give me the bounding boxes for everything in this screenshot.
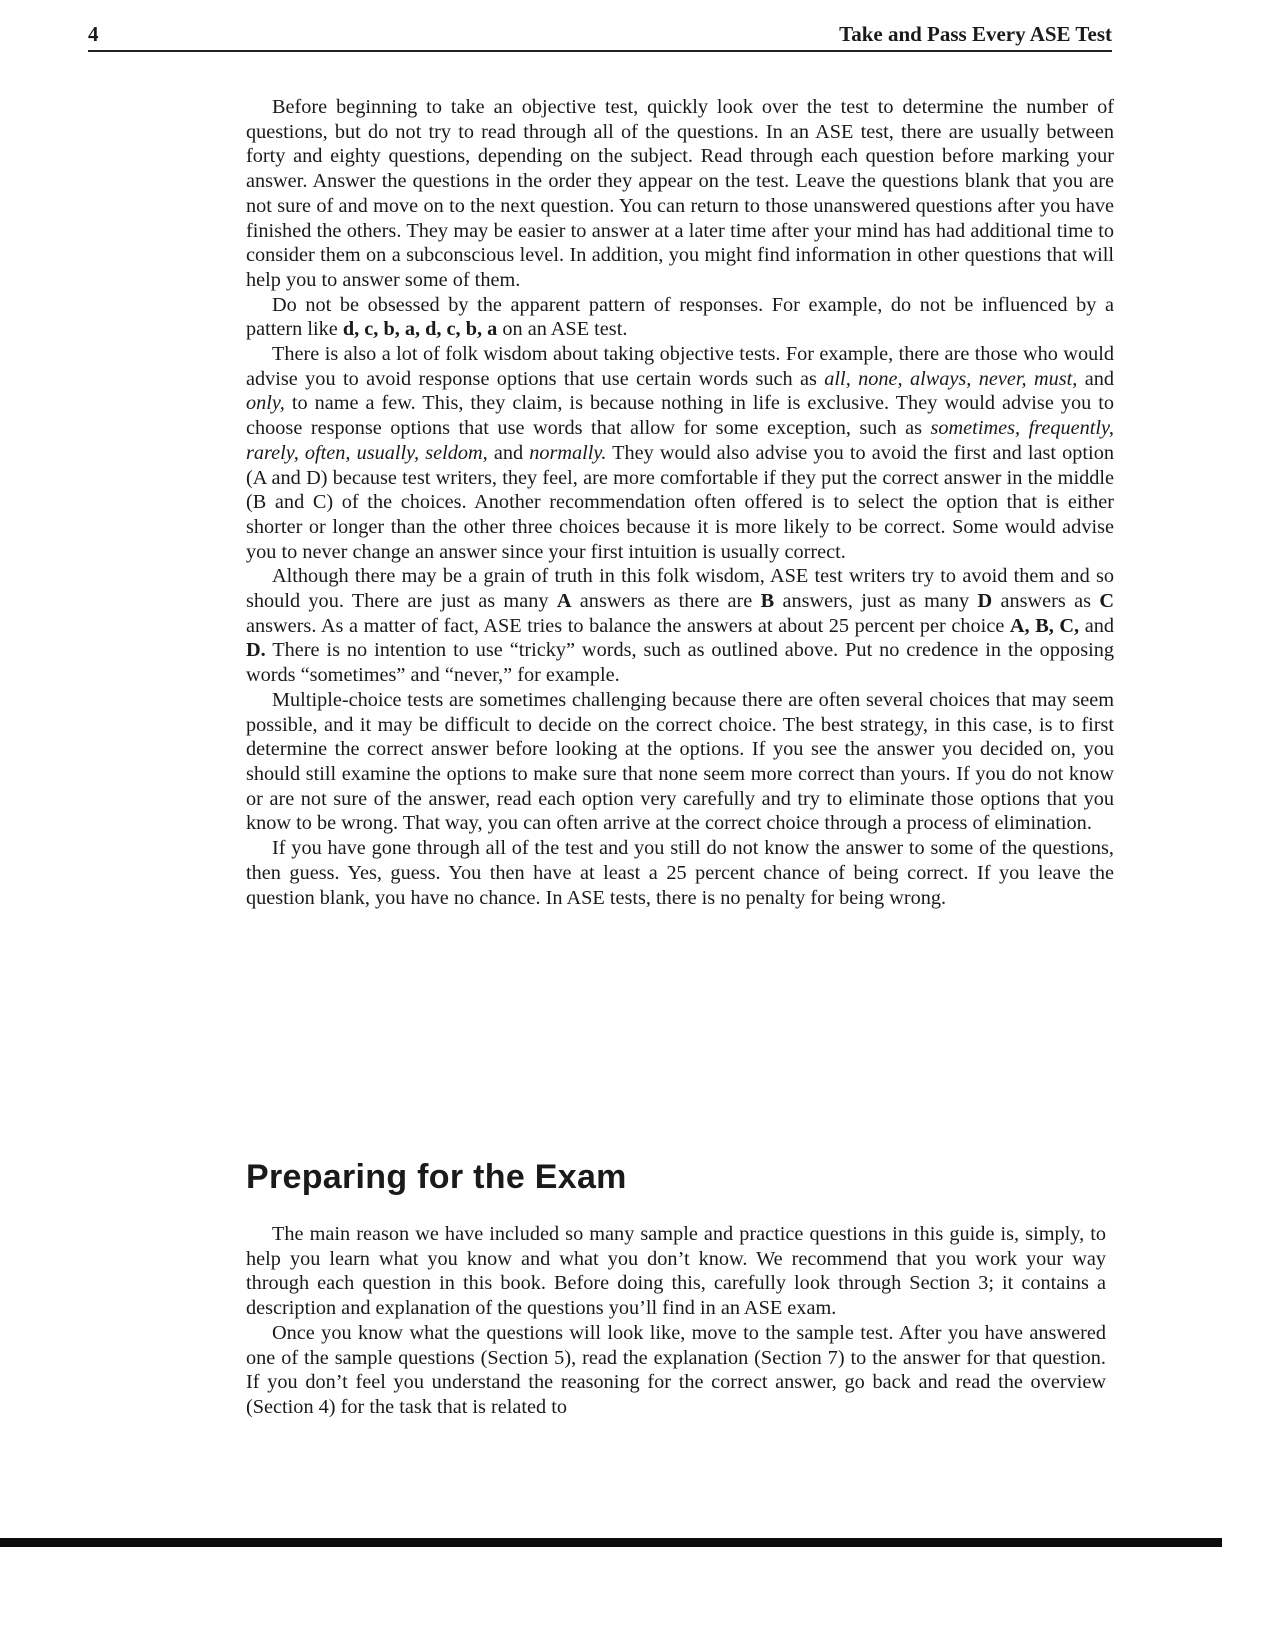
running-header	[88, 20, 1112, 52]
paragraph	[246, 836, 1114, 910]
section-heading: Preparing for the Exam	[246, 1158, 627, 1196]
text-run: Multiple-choice tests are sometimes challenging because there are often several choices that may seem possible, and it may be difficult to decide on the correct choice. The best strategy, in this case, is to first determine the correct answer before looking at the options. If you see the answer you decided on, you should still examine the options to make sure that none seem more correct than yours. If you do not know or are not sure of the answer, read each option very carefully and try to eliminate those options that you know to be wrong. That way, you can often arrive at the correct choice through a process of elimination.	[246, 688, 1114, 835]
paragraph	[246, 564, 1114, 688]
bold-text: A, B, C,	[1009, 614, 1080, 637]
italic-text: sometimes, frequently, rarely, often, usually, seldom,	[246, 417, 1114, 464]
paragraph	[246, 293, 1114, 342]
text-run: and	[487, 441, 530, 464]
book-title: Take and Pass Every ASE Test	[839, 22, 1112, 46]
text-run: answers. As a matter of fact, ASE tries to balance the answers at about 25 percent per choice	[246, 614, 1010, 637]
text-run: If you have gone through all of the test and you still do not know the answer to some of the questions, then guess. Yes, guess. You then have at least a 25 percent chance of being correct. If you leave the question blank, you have no chance. In ASE tests, there is no penalty for being wrong.	[246, 837, 1114, 909]
paragraph	[246, 342, 1114, 564]
main-body-text	[246, 95, 1114, 910]
bold-text: A	[556, 590, 572, 613]
paragraph	[246, 1321, 1106, 1420]
bold-text: C	[1099, 590, 1114, 613]
bold-text: d, c, b, a, d, c, b, a	[342, 318, 498, 341]
page-number: 4	[88, 22, 99, 46]
paragraph	[246, 1222, 1106, 1321]
paragraph	[246, 688, 1114, 836]
italic-text: only,	[246, 392, 285, 415]
text-run: There is no intention to use “tricky” words, such as outlined above. Put no credence in the opposing words “sometimes” and “never,” for example.	[246, 639, 1114, 687]
text-run: and	[1079, 614, 1114, 637]
paragraph	[246, 95, 1114, 293]
italic-text: all, none, always, never, must,	[824, 367, 1078, 390]
text-run: Before beginning to take an objective test, quickly look over the test to determine the number of questions, but do not try to read through all of the questions. In an ASE test, there are usually between forty and eighty questions, depending on the subject. Read through each question before marking your answer. Answer the questions in the order they appear on the test. Leave the questions blank that you are not sure of and move on to the next question. You can return to those unanswered questions after you have finished the others. They may be easier to answer at a later time after your mind has had additional time to consider them on a subconscious level. In addition, you might find information in other questions that will help you to answer some of them.	[246, 96, 1114, 291]
text-run: answers as	[992, 590, 1100, 613]
text-run: There is also a lot of folk wisdom about taking objective tests. For example, there are those who would advise you to avoid response options that use certain words such as	[246, 343, 1114, 390]
text-run: They would also advise you to avoid the first and last option (A and D) because test writers, they feel, are more comfortable if they put the correct answer in the middle (B and C) of the choices. Another recommendation often offered is to select the option that is either shorter or longer than the other three choices because it is more likely to be correct. Some would advise you to never change an answer since your first intuition is usually correct.	[246, 441, 1114, 563]
text-run: The main reason we have included so many sample and practice questions in this guide is, simply, to help you learn what you know and what you don’t know. We recommend that you work your way through each question in this book. Before doing this, carefully look through Section 3; it contains a description and explanation of the questions you’ll find in an ASE exam.	[246, 1223, 1106, 1320]
text-run: answers, just as many	[774, 590, 978, 613]
text-run: answers as there are	[571, 590, 761, 613]
bold-text: D	[977, 590, 993, 613]
italic-text: normally.	[529, 441, 607, 464]
bold-text: B	[760, 590, 775, 613]
text-run: to name a few. This, they claim, is because nothing in life is exclusive. They would advise you to choose response options that use words that allow for some exception, such as	[246, 392, 1114, 440]
text-run: Do not be obsessed by the apparent pattern of responses. For example, do not be influenced by a pattern like	[246, 293, 1114, 341]
footer-rule	[0, 1538, 1222, 1547]
text-run: Although there may be a grain of truth in this folk wisdom, ASE test writers try to avoid them and so should you. There are just as many	[246, 565, 1114, 613]
text-run: Once you know what the questions will look like, move to the sample test. After you have answered one of the sample questions (Section 5), read the explanation (Section 7) to the answer for that question. If you don’t feel you understand the reasoning for the correct answer, go back and read the overview (Section 4) for the task that is related to	[246, 1321, 1106, 1418]
text-run: and	[1077, 367, 1114, 390]
bold-text: D.	[246, 639, 266, 662]
text-run: on an ASE test.	[497, 318, 628, 341]
section-body-text	[246, 1222, 1106, 1420]
